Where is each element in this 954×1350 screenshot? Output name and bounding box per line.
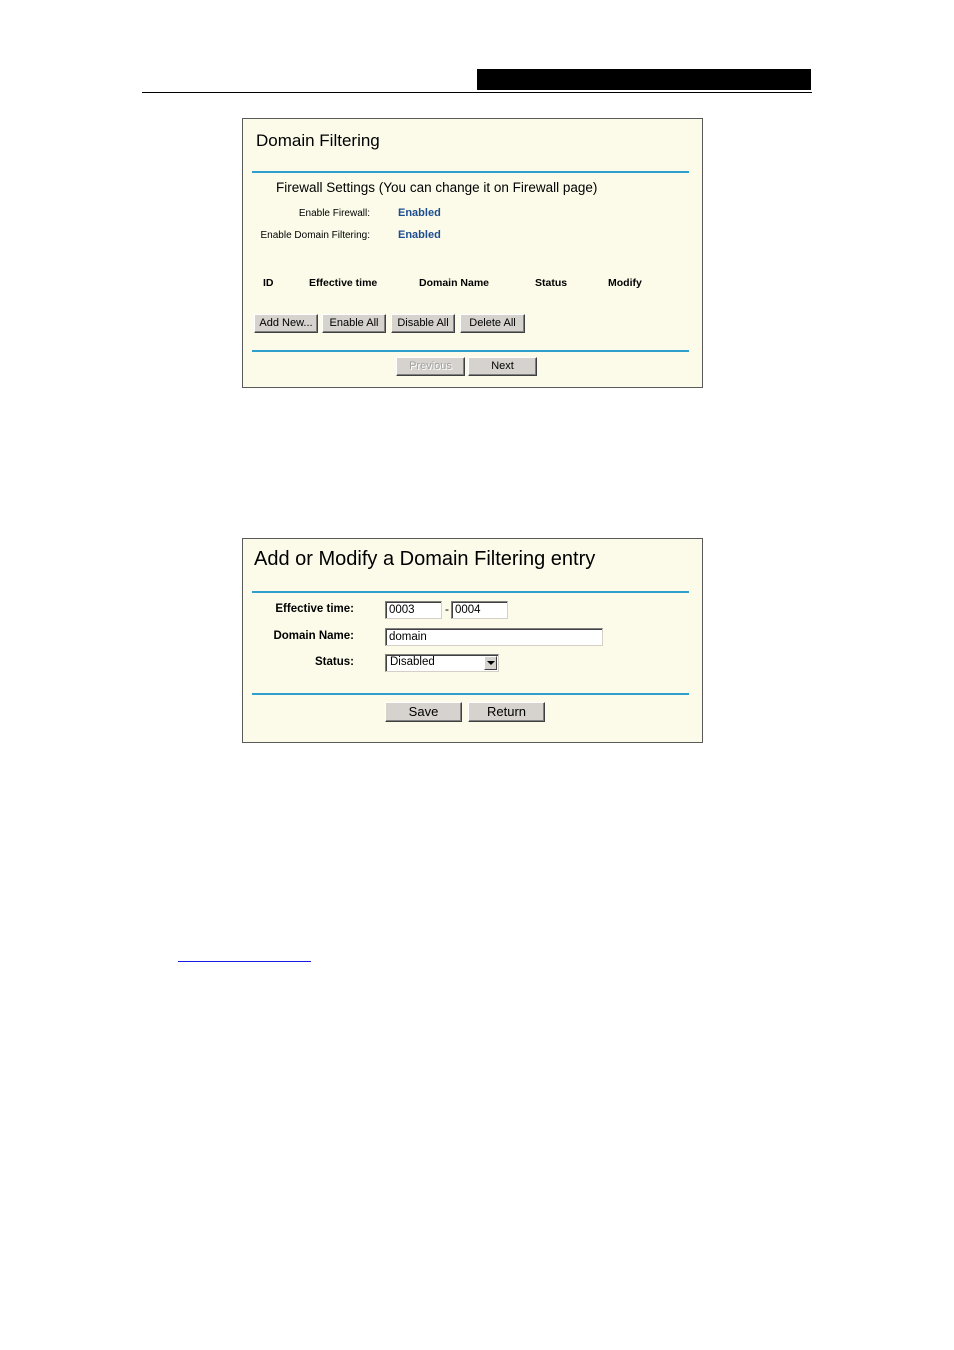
- return-button[interactable]: Return: [468, 702, 545, 722]
- column-header-domain-name: Domain Name: [419, 277, 490, 289]
- status-selected-value: Disabled: [390, 656, 435, 668]
- domain-name-input[interactable]: [385, 628, 603, 646]
- column-header-status: Status: [535, 277, 568, 289]
- effective-time-label: Effective time:: [275, 603, 354, 615]
- hyperlink-underline[interactable]: [178, 961, 311, 962]
- chevron-down-icon[interactable]: [484, 656, 497, 670]
- domain-name-label: Domain Name:: [273, 630, 354, 642]
- add-new-button[interactable]: Add New...: [254, 314, 318, 333]
- enable-firewall-value: Enabled: [398, 207, 441, 219]
- effective-time-end-input[interactable]: [451, 601, 508, 619]
- form-title-divider: [252, 591, 689, 593]
- header-rule: [142, 92, 812, 93]
- page-title: Domain Filtering: [256, 131, 380, 150]
- status-label: Status:: [315, 656, 354, 668]
- disable-all-button[interactable]: Disable All: [391, 314, 455, 333]
- bottom-divider: [252, 350, 689, 352]
- column-header-id: ID: [263, 277, 274, 289]
- add-modify-entry-panel: [242, 538, 703, 743]
- title-divider: [252, 171, 689, 173]
- enable-domain-filtering-label: Enable Domain Filtering:: [260, 230, 370, 241]
- enable-domain-filtering-value: Enabled: [398, 229, 441, 241]
- header-bar: [477, 69, 811, 90]
- firewall-settings-heading: Firewall Settings (You can change it on Firewall page): [276, 180, 598, 195]
- time-separator: -: [445, 602, 449, 616]
- column-header-effective-time: Effective time: [309, 277, 378, 289]
- enable-firewall-label: Enable Firewall:: [298, 208, 370, 219]
- save-button[interactable]: Save: [385, 702, 462, 722]
- effective-time-start-input[interactable]: [385, 601, 442, 619]
- column-header-modify: Modify: [608, 277, 642, 289]
- entry-form-title: Add or Modify a Domain Filtering entry: [254, 548, 596, 570]
- next-button[interactable]: Next: [468, 357, 537, 376]
- status-select[interactable]: [385, 654, 499, 672]
- previous-button[interactable]: Previous: [396, 357, 465, 376]
- form-bottom-divider: [252, 693, 689, 695]
- delete-all-button[interactable]: Delete All: [460, 314, 525, 333]
- enable-all-button[interactable]: Enable All: [322, 314, 386, 333]
- domain-filtering-panel: [242, 118, 703, 388]
